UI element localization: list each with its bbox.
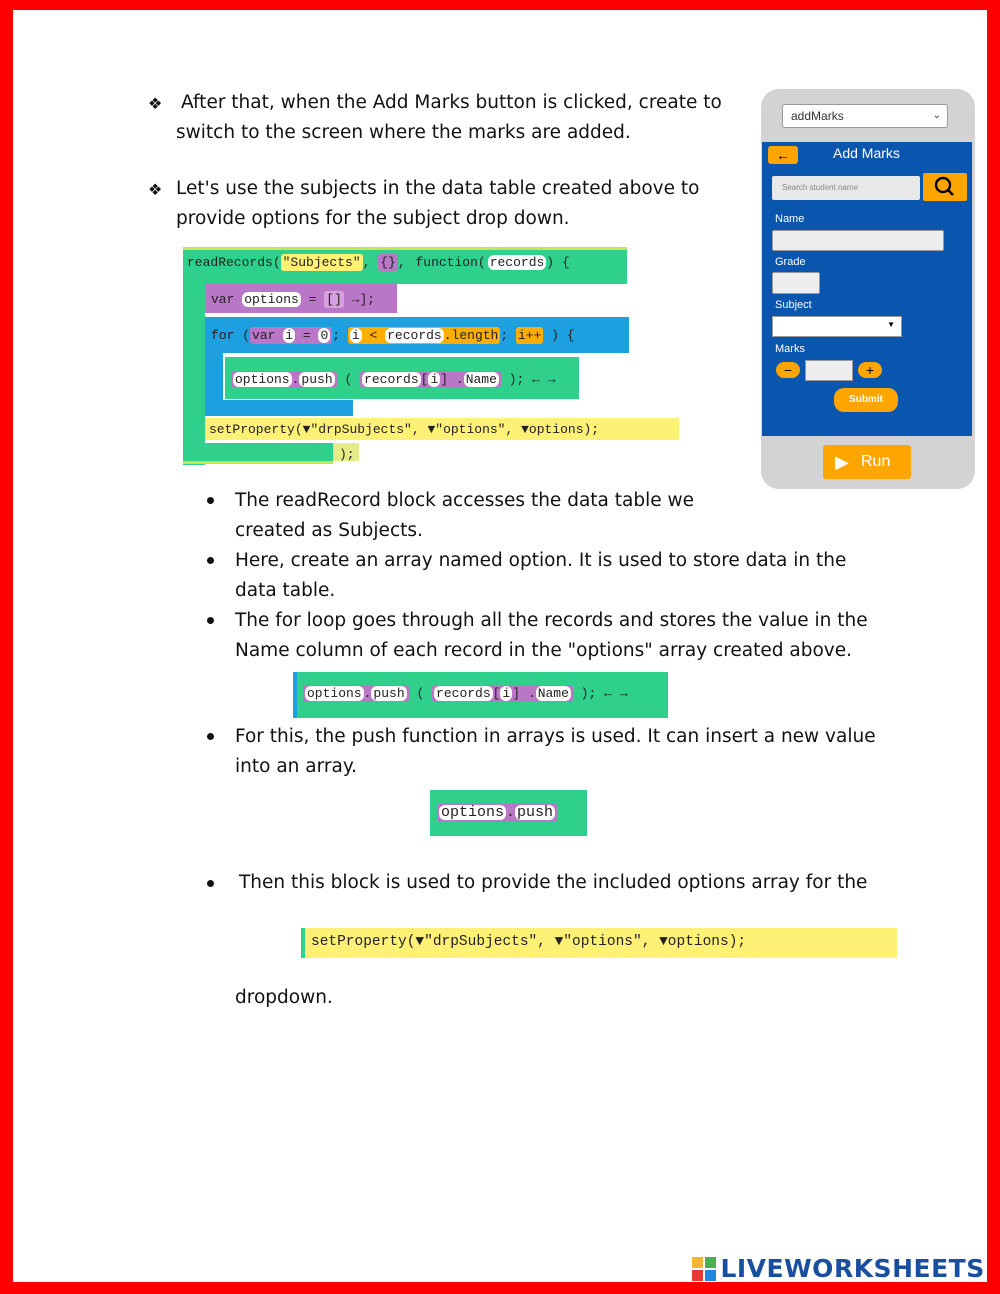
code-text: push — [301, 372, 333, 387]
bullet-dot — [207, 557, 214, 564]
logo-grid-icon — [692, 1257, 716, 1281]
code-text: [] — [326, 292, 342, 307]
bullet-dot — [207, 880, 214, 887]
chevron-down-icon: ⌄ — [932, 110, 941, 121]
code-blocks-readrecords: readRecords( "Subjects" , {} , function( records ) { var options = [] →]; for ( var i = 0 ; i < records .length ; i++ ) { options . push ( records [ i ] . Name ); ← → setProperty(▼"drpSubjects", ▼"options", ▼options); ); — [183, 245, 673, 465]
code-text: options — [528, 422, 584, 437]
brand-text: LIVEWORKSHEETS — [720, 1254, 985, 1283]
bullet-text: Let's use the subjects in the data table created above to — [176, 178, 700, 199]
search-input[interactable]: Search student name — [772, 176, 920, 200]
run-label: Run — [861, 453, 891, 470]
code-text: options — [244, 292, 299, 307]
bullet-dot — [207, 497, 214, 504]
plus-button[interactable]: + — [858, 362, 882, 378]
code-text: "Subjects" — [282, 255, 361, 270]
code-text: push — [517, 804, 554, 821]
code-text: readRecords( — [187, 255, 281, 270]
code-text: var — [211, 292, 235, 307]
code-text: i++ — [517, 328, 542, 343]
diamond-bullet-icon: ❖ — [148, 182, 163, 199]
code-text: i — [502, 686, 511, 701]
point-text: data table. — [235, 580, 336, 601]
code-text: {} — [380, 255, 396, 270]
code-text: push — [373, 686, 405, 701]
code-block-options-push: options . push — [430, 790, 587, 836]
code-text: "drpSubjects" — [424, 934, 538, 950]
minus-button[interactable]: − — [776, 362, 800, 378]
back-button[interactable] — [768, 146, 798, 164]
code-text: < — [369, 328, 378, 343]
liveworksheets-logo — [692, 1254, 985, 1284]
code-text: options — [441, 804, 505, 821]
point-text: The for loop goes through all the records and stores the value in the — [235, 610, 868, 631]
diamond-bullet-icon: ❖ — [148, 96, 163, 113]
code-block-setproperty: setProperty(▼"drpSubjects", ▼"options", ▼options); — [301, 928, 897, 958]
submit-button[interactable]: Submit — [834, 388, 898, 412]
point-text: The readRecord block accesses the data table we — [235, 490, 694, 511]
code-text: i — [430, 372, 439, 387]
code-text: 0 — [320, 328, 329, 343]
screen-select-value: addMarks — [791, 109, 844, 123]
name-input[interactable] — [772, 230, 944, 251]
code-text: records — [387, 328, 442, 343]
code-text: for ( — [211, 328, 251, 343]
code-text: records — [436, 686, 491, 701]
point-text: into an array. — [235, 756, 358, 777]
run-button[interactable] — [823, 445, 911, 479]
code-text: ); — [339, 447, 355, 462]
subject-dropdown[interactable] — [772, 316, 902, 337]
code-text: "drpSubjects" — [310, 422, 412, 437]
point-text: Name column of each record in the "options" array created above. — [235, 640, 852, 661]
point-text: dropdown. — [235, 987, 333, 1008]
code-text: Name — [537, 686, 569, 701]
code-text: .length — [443, 328, 499, 343]
arrow-left-icon: ← — [776, 147, 790, 163]
code-text: setProperty( — [209, 422, 303, 437]
name-label: Name — [775, 213, 805, 225]
point-text: Here, create an array named option. It is used to store data in the — [235, 550, 847, 571]
code-text: "options" — [435, 422, 506, 437]
code-text: i — [351, 328, 360, 343]
code-text: var — [252, 328, 276, 343]
code-text: options — [235, 372, 290, 387]
point-text: Then this block is used to provide the included options array for the — [239, 872, 868, 893]
code-text: = — [308, 292, 317, 307]
code-text: setProperty( — [311, 934, 416, 950]
screen-select[interactable] — [782, 104, 948, 128]
search-icon — [923, 173, 967, 201]
bullet-text: switch to the screen where the marks are added. — [176, 122, 631, 143]
play-icon: ▶ — [835, 452, 849, 472]
code-text: function( — [415, 255, 486, 270]
code-text: options — [667, 934, 729, 950]
grade-input[interactable] — [772, 272, 820, 294]
code-block-push: options . push ( records [ i ] . Name ); ← → — [293, 672, 668, 718]
code-text: "options" — [563, 934, 642, 950]
app-title: Add Marks — [833, 145, 900, 161]
caret-down-icon: ▼ — [887, 320, 895, 329]
code-text: Name — [465, 372, 497, 387]
bullet-text: provide options for the subject drop down. — [176, 208, 570, 229]
code-text: i — [285, 328, 294, 343]
point-text: created as Subjects. — [235, 520, 423, 541]
bullet-text: After that, when the Add Marks button is clicked, create to — [181, 92, 722, 113]
code-text: records — [489, 255, 545, 270]
search-button[interactable] — [923, 173, 967, 201]
subject-label: Subject — [775, 299, 812, 311]
grade-label: Grade — [775, 256, 806, 268]
bullet-dot — [207, 733, 214, 740]
bullet-dot — [207, 617, 214, 624]
point-text: For this, the push function in arrays is used. It can insert a new value — [235, 726, 876, 747]
code-text: records — [364, 372, 419, 387]
marks-input[interactable] — [805, 360, 853, 381]
marks-label: Marks — [775, 343, 805, 355]
code-text: options — [307, 686, 362, 701]
